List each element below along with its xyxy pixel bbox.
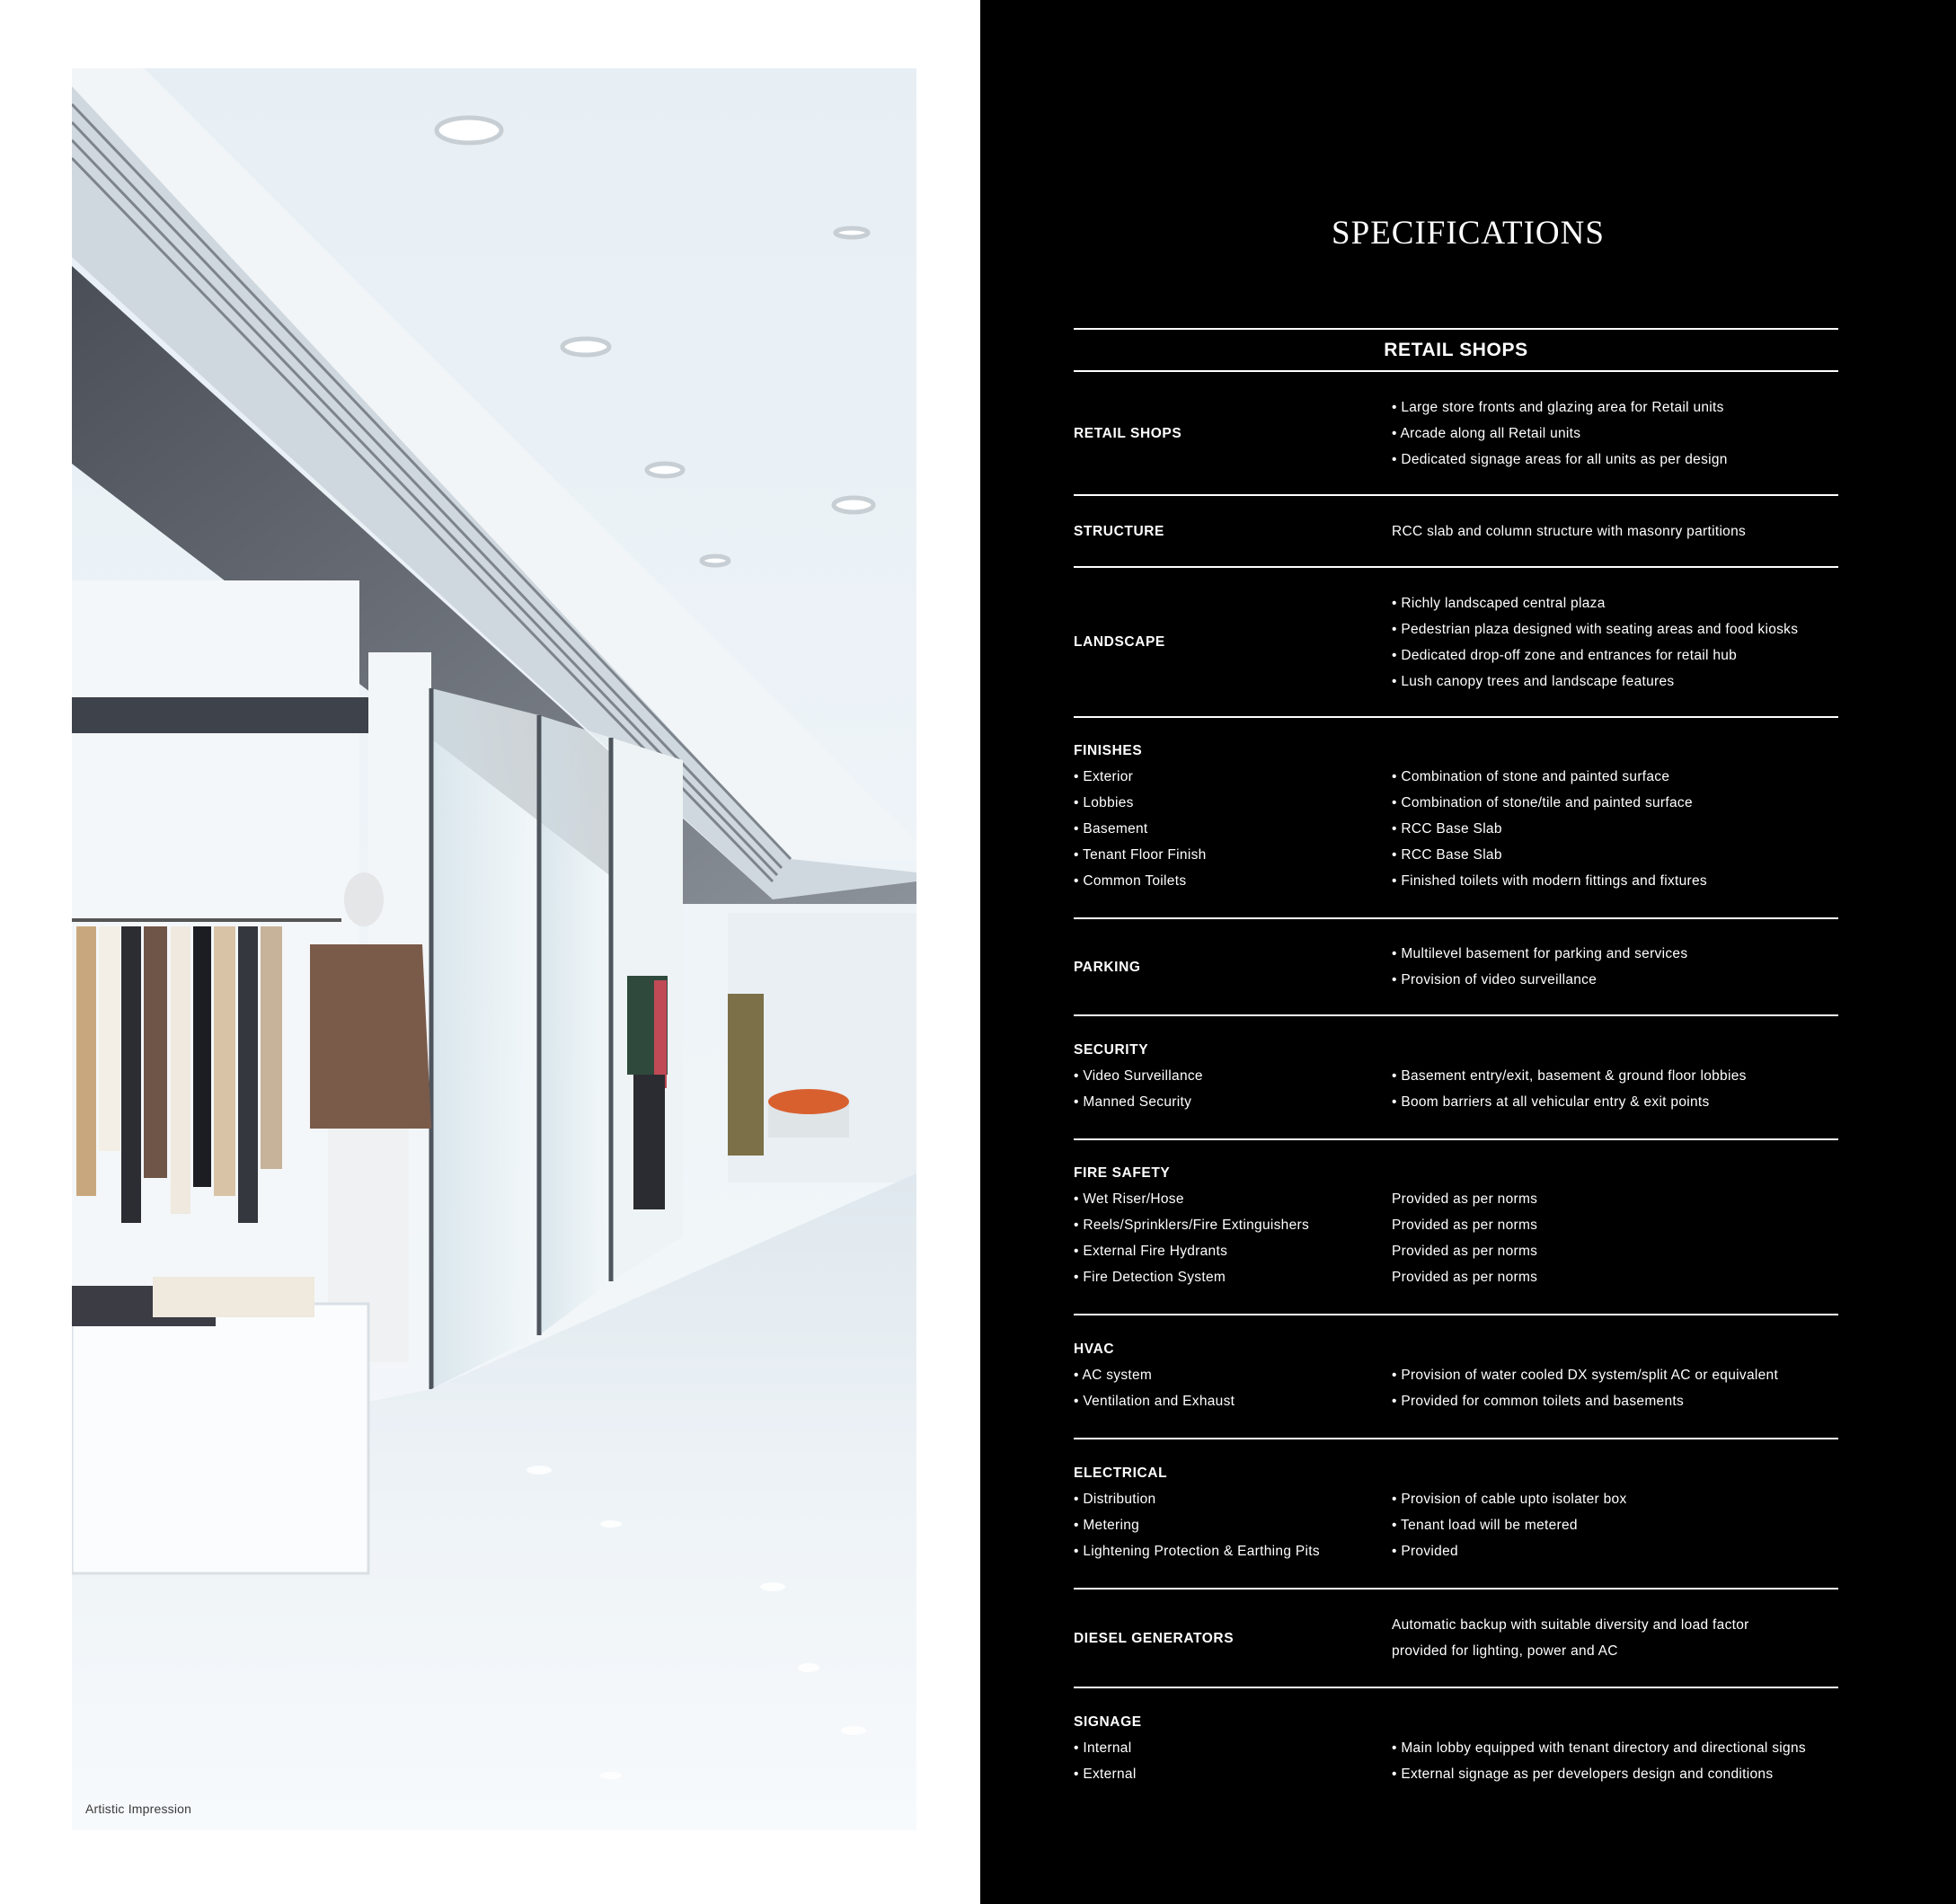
spec-label: • Ventilation and Exhaust xyxy=(1074,1394,1235,1409)
spec-value: • Dedicated drop-off zone and entrances for retail hub xyxy=(1392,647,1738,663)
spec-value: • Large store fronts and glazing area for Retail units xyxy=(1392,399,1724,415)
spec-label: • Fire Detection System xyxy=(1074,1270,1226,1285)
spec-label: • Common Toilets xyxy=(1074,873,1187,889)
spec-label: • External xyxy=(1074,1767,1137,1782)
spec-label: • Lightening Protection & Earthing Pits xyxy=(1074,1544,1320,1559)
spec-label: • Tenant Floor Finish xyxy=(1074,847,1207,863)
spec-heading: LANDSCAPE xyxy=(1074,634,1165,650)
spec-heading: ELECTRICAL xyxy=(1074,1466,1168,1481)
specifications-table xyxy=(1074,328,1838,1796)
spec-heading: DIESEL GENERATORS xyxy=(1074,1630,1235,1646)
spec-value: Provided as per norms xyxy=(1392,1191,1538,1207)
spec-value: • Provision of cable upto isolater box xyxy=(1392,1492,1627,1507)
spec-row-landscape xyxy=(1074,568,1838,716)
spec-value: • Combination of stone and painted surface xyxy=(1392,769,1670,784)
retail-interior-photo xyxy=(72,68,916,1830)
spec-heading: HVAC xyxy=(1074,1342,1115,1357)
spec-value: Provided as per norms xyxy=(1392,1218,1538,1233)
spec-label: • Lobbies xyxy=(1074,795,1134,810)
spec-heading: FINISHES xyxy=(1074,743,1143,758)
spec-value: Provided as per norms xyxy=(1392,1270,1538,1285)
spec-value: • Boom barriers at all vehicular entry & exit points xyxy=(1392,1094,1710,1110)
spec-label: • Basement xyxy=(1074,821,1148,837)
spec-heading: RETAIL SHOPS xyxy=(1074,425,1182,441)
spec-value: • Provision of water cooled DX system/split AC or equivalent xyxy=(1392,1368,1779,1383)
spec-value: provided for lighting, power and AC xyxy=(1392,1643,1618,1659)
specifications-panel xyxy=(980,0,1956,1904)
spec-row-parking xyxy=(1074,919,1838,1014)
spec-row-retail-shops xyxy=(1074,372,1838,494)
table-header: RETAIL SHOPS xyxy=(1384,340,1528,360)
spec-value: • RCC Base Slab xyxy=(1392,821,1502,837)
spec-label: • Metering xyxy=(1074,1518,1140,1533)
image-caption: Artistic Impression xyxy=(85,1802,192,1816)
spec-row-signage xyxy=(1074,1688,1838,1796)
spec-heading: PARKING xyxy=(1074,959,1141,975)
spec-row-diesel-generators xyxy=(1074,1590,1838,1687)
spec-heading: SECURITY xyxy=(1074,1042,1149,1058)
spec-value: • External signage as per developers design and conditions xyxy=(1392,1767,1774,1782)
retail-interior-illustration xyxy=(72,68,916,1830)
spec-label: • Internal xyxy=(1074,1740,1132,1756)
spec-value: • Richly landscaped central plaza xyxy=(1392,595,1606,611)
spec-value: RCC slab and column structure with masonry partitions xyxy=(1392,523,1747,539)
spec-value: • Provided for common toilets and basements xyxy=(1392,1394,1685,1409)
spec-row-finishes xyxy=(1074,718,1838,917)
page-title: SPECIFICATIONS xyxy=(1332,215,1605,252)
spec-value: Automatic backup with suitable diversity and load factor xyxy=(1392,1617,1749,1633)
spec-value: • Combination of stone/tile and painted surface xyxy=(1392,795,1693,810)
spec-value: • Main lobby equipped with tenant directory and directional signs xyxy=(1392,1740,1806,1756)
spec-heading: FIRE SAFETY xyxy=(1074,1165,1171,1181)
spec-label: • Wet Riser/Hose xyxy=(1074,1191,1184,1207)
spec-value: • Finished toilets with modern fittings and fixtures xyxy=(1392,873,1707,889)
spec-value: • Lush canopy trees and landscape features xyxy=(1392,673,1675,689)
spec-heading: SIGNAGE xyxy=(1074,1714,1142,1730)
spec-heading: STRUCTURE xyxy=(1074,523,1164,539)
spec-value: • Multilevel basement for parking and services xyxy=(1392,946,1688,961)
spec-value: • Pedestrian plaza designed with seating areas and food kiosks xyxy=(1392,621,1799,637)
spec-value: Provided as per norms xyxy=(1392,1244,1538,1259)
spec-value: • RCC Base Slab xyxy=(1392,847,1502,863)
spec-value: • Basement entry/exit, basement & ground floor lobbies xyxy=(1392,1068,1747,1084)
spec-label: • External Fire Hydrants xyxy=(1074,1244,1228,1259)
spec-row-structure xyxy=(1074,496,1838,566)
spec-value: • Arcade along all Retail units xyxy=(1392,425,1581,441)
spec-label: • Distribution xyxy=(1074,1492,1156,1507)
spec-row-electrical xyxy=(1074,1439,1838,1588)
spec-label: • Manned Security xyxy=(1074,1094,1192,1110)
spec-value: • Provided xyxy=(1392,1544,1458,1559)
spec-label: • AC system xyxy=(1074,1368,1153,1383)
spec-label: • Exterior xyxy=(1074,769,1134,784)
spec-value: • Provision of video surveillance xyxy=(1392,972,1598,987)
spec-label: • Reels/Sprinklers/Fire Extinguishers xyxy=(1074,1218,1310,1233)
spec-row-security xyxy=(1074,1016,1838,1138)
spec-row-fire-safety xyxy=(1074,1140,1838,1314)
spec-value: • Dedicated signage areas for all units as per design xyxy=(1392,451,1728,467)
spec-label: • Video Surveillance xyxy=(1074,1068,1203,1084)
spec-value: • Tenant load will be metered xyxy=(1392,1518,1578,1533)
spec-row-hvac xyxy=(1074,1315,1838,1438)
